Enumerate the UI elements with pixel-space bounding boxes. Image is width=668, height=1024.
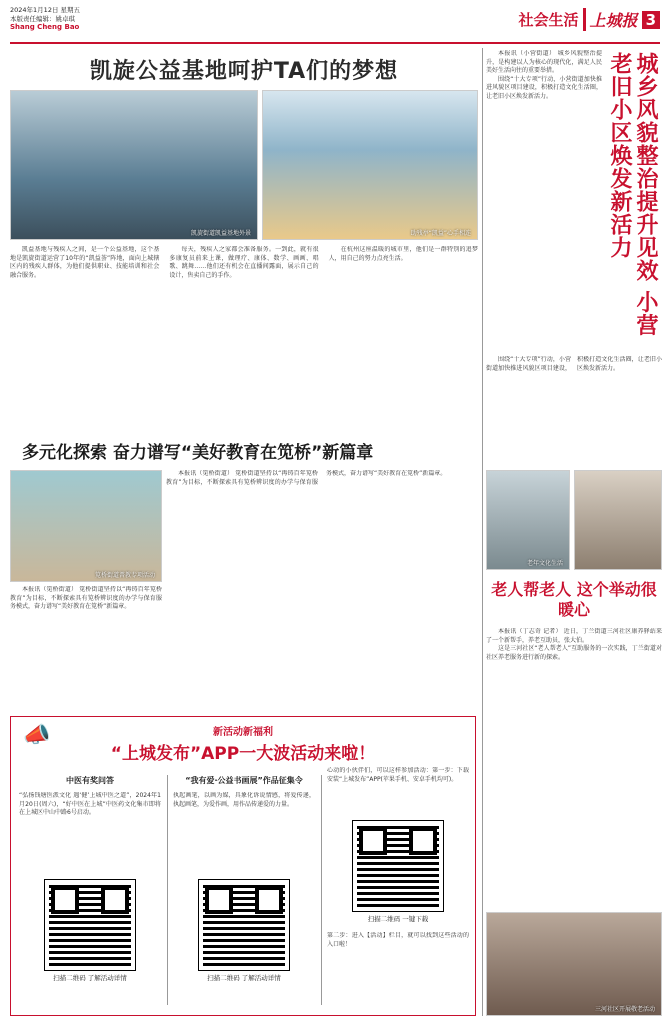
- article4-photo1: [486, 470, 570, 570]
- article1-photo2-caption: 助残亭“凯益”心手相连: [410, 230, 471, 237]
- article1-title: 凯旋公益基地呵护TA们的梦想: [89, 59, 399, 84]
- promo-col2: [173, 775, 315, 983]
- promo-col1-title: 中医有奖问答: [66, 776, 114, 785]
- article4-para: 这是三河社区“老人帮老人”互助服务的一次实践，丁兰街道对社区养老服务进行新的探索。: [486, 645, 662, 661]
- promo-col3-qr-label: 扫描二维码 一键下载: [367, 915, 429, 923]
- article2-para: 本报讯（小营街道） 城乡风貌整治提升，是构建以人为核心的现代化，满足人民美好生活向往的重要举措。: [486, 50, 602, 75]
- article4-para: 本报讯（丁志奇 记者） 近日，丁兰街道三河社区康养驿站来了一个新帮手，养老互助员，张大伯。: [486, 628, 662, 644]
- article1-photo1: [10, 90, 258, 240]
- article3-para: 本报讯（笕桥街道） 笕桥街道坚持以“再铸百年笕桥教育”为目标，不断探索具有笕桥辨识度的办学与保育服务模式，奋力谱写“美好教育在笕桥”新篇章。: [10, 586, 162, 611]
- page-editor: 本版责任编辑：姚卓琪: [10, 14, 75, 23]
- article3-title: 多元化探索 奋力谱写“美好教育在笕桥”新篇章: [22, 443, 374, 463]
- app-promo-box: [10, 716, 476, 1016]
- promo-col3-text: 心动的小伙伴们，可以这样参加活动：第一步：下载安装“上城发布”APP(苹果手机、安卓手机均可)。: [327, 767, 469, 783]
- section-name: 社会生活: [518, 11, 579, 29]
- promo-col1-qr-code[interactable]: [45, 880, 135, 970]
- promo-subtitle: 新活动新福利: [213, 727, 273, 738]
- promo-col2-text: 执起画笔，以画为媒，具象化诉说情感，将爱传递，执起画笔，为爱作画，用作品传递爱的力量。: [173, 792, 315, 808]
- promo-col1-qr-label: 扫描二维码 了解活动详情: [53, 974, 127, 982]
- article2-title: 城乡风貌整治提升见效 小营老旧小区焕发新活力: [607, 52, 658, 337]
- issue-date: 2024年1月12日: [10, 6, 59, 14]
- promo-divider: [167, 775, 168, 1005]
- article3-body-2: [166, 470, 478, 710]
- page-header-right: [519, 8, 660, 31]
- promo-col3-footer: 第二步：进入【活动】栏目，就可以找到这些活动的入口啦！: [327, 932, 469, 948]
- header-rule: [10, 42, 660, 44]
- brand-name: Shang Cheng Bao: [10, 23, 80, 31]
- article1-body: [10, 246, 478, 426]
- promo-col1: [19, 775, 161, 983]
- article3-photo: [10, 470, 162, 582]
- promo-col2-title: “我有爱·公益书画展”作品征集令: [185, 776, 303, 785]
- article1-para: 凯益基地与残疾人之间，是一个公益基地，这个基地是凯旋街道运营了10年的“凯益荟”阵地，面向上城辖区内的残疾人群体，为他们提供职业、技能培训和社会融合服务。: [10, 246, 160, 279]
- article4-photo2-caption: 三河社区开展敬老活动: [594, 1006, 655, 1013]
- promo-col2-qr-label: 扫描二维码 了解活动详情: [207, 974, 281, 982]
- column-divider: [482, 48, 483, 1016]
- megaphone-icon: 📣: [23, 723, 51, 748]
- promo-col1-text: “弘扬钱塘医派文化 遇‘健’上城中医之道”，2024年1月20日(周六)，“好中医在上城”中医药文化集市即将在上城区中山中路6号启动。: [19, 792, 161, 817]
- article2-body: [486, 50, 602, 350]
- promo-col3-qr-code[interactable]: [353, 821, 443, 911]
- article3-para: 本报讯（笕桥街道） 笕桥街道坚持以“再铸百年笕桥教育”为目标，不断探索具有笕桥辨识度的办学与保育服务模式，奋力谱写“美好教育在笕桥”新篇章。: [166, 470, 447, 486]
- article1-para: 在杭州这座温暖的城市里，他们是一群特别的追梦人，用自己的努力点亮生活。: [328, 246, 478, 262]
- page-header-left: [10, 6, 80, 32]
- article1-para: 每天，残疾人之家都会准备服务。一到此，就有很多康复员前来上课，做理疗、康体、数学、画画、唱歌、跳舞……他们还有机会在直播间露面，展示自己的设计，售卖自己的手作。: [169, 246, 319, 279]
- article4-photo2: [486, 912, 662, 1016]
- article2-para: 围绕“十大专项”行动，小营街道加快推进风貌区项目建设，积极打造文化生活圈，让老旧小区焕发新活力。: [486, 356, 662, 372]
- promo-divider: [321, 775, 322, 1005]
- issue-weekday: 星期五: [60, 6, 81, 14]
- article1-photo2: [262, 90, 478, 240]
- page-number: 3: [642, 11, 660, 29]
- article4-body: [486, 628, 662, 908]
- article2-body-cont: [486, 356, 662, 466]
- article4-photo-extra: [574, 470, 662, 570]
- article4-title: 老人帮老人 这个举动很暖心: [491, 580, 657, 619]
- promo-col2-qr-code[interactable]: [199, 880, 289, 970]
- article4-photo1-caption: 老年文化生活: [526, 560, 563, 567]
- article2-para: 围绕“十大专项”行动，小营街道加快推进风貌区项目建设，积极打造文化生活圈，让老旧小区焕发新活力。: [486, 75, 602, 100]
- article1-photo1-caption: 凯旋街道凯益基地外景: [190, 230, 251, 237]
- promo-headline: “上城发布”APP一大波活动来啦！: [110, 744, 376, 764]
- article3-body-1: [10, 586, 162, 710]
- promo-col3: [327, 767, 469, 972]
- article3-photo-caption: 笕桥街道普教专项活动: [94, 572, 155, 579]
- newspaper-logo: 上城报: [583, 8, 638, 31]
